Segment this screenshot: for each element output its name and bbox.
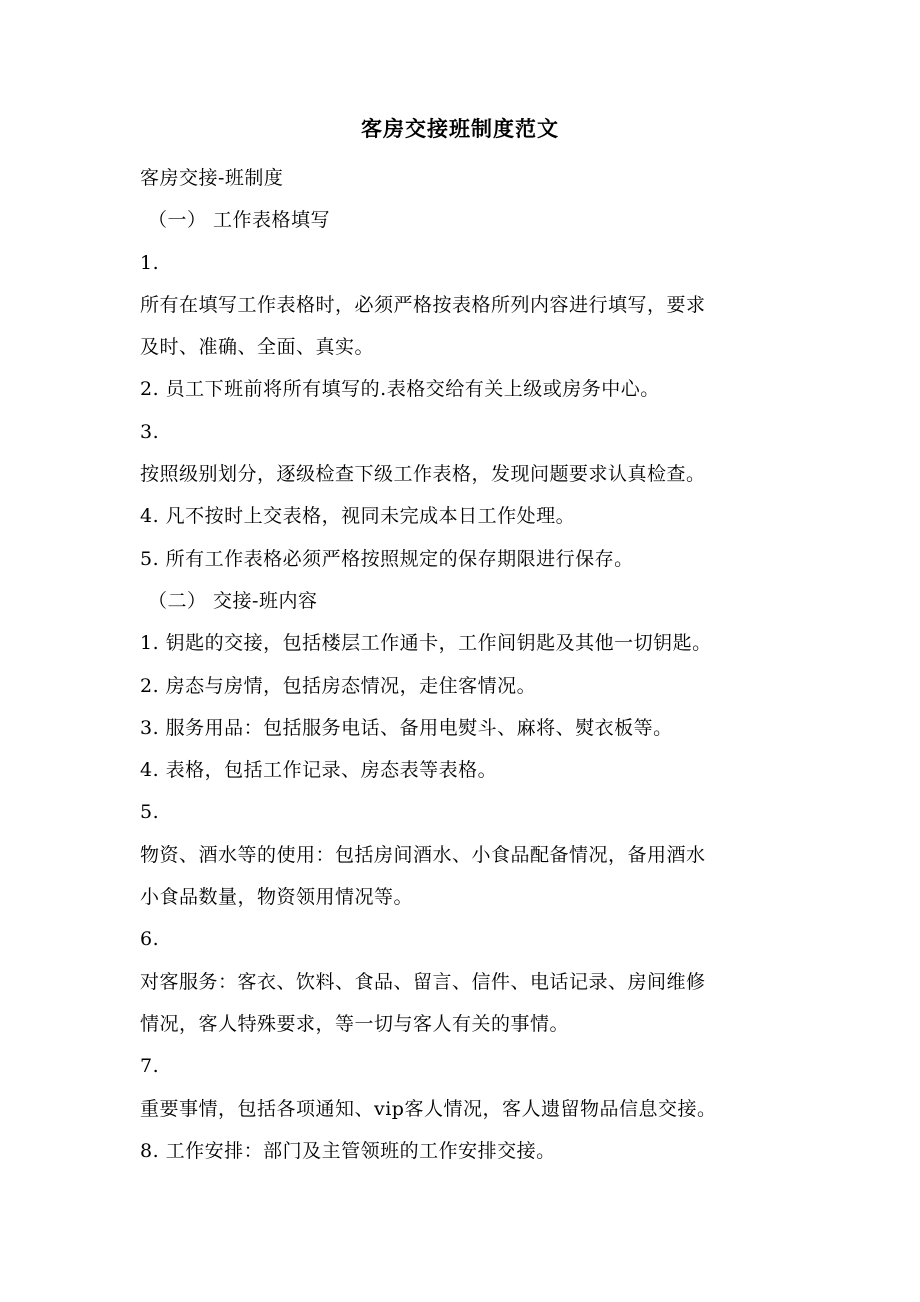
item-number: 3. (140, 420, 160, 443)
item-number: 5. (140, 801, 160, 824)
paragraph-line: 2. 员工下班前将所有填写的.表格交给有关上级或房务中心。 (140, 378, 660, 401)
item-number: 6. (140, 928, 160, 951)
paragraph-line: 4. 表格，包括工作记录、房态表等表格。 (140, 759, 498, 782)
paragraph-line: 小食品数量，物资领用情况等。 (140, 886, 414, 909)
paragraph-line: 4. 凡不按时上交表格，视同未完成本日工作处理。 (140, 505, 576, 528)
paragraph-line: 所有在填写工作表格时，必须严格按表格所列内容进行填写，要求 (140, 293, 706, 316)
section-heading-2: （二） 交接-班内容 (148, 589, 318, 612)
document-title: 客房交接班制度范文 (361, 116, 559, 141)
item-number: 1. (140, 251, 160, 274)
paragraph-line: 情况，客人特殊要求，等一切与客人有关的事情。 (140, 1012, 570, 1035)
paragraph-line: 对客服务：客衣、饮料、食品、留言、信件、电话记录、房间维修 (140, 970, 706, 993)
paragraph-line: 及时、准确、全面、真实。 (140, 336, 375, 359)
paragraph-line: 3. 服务用品：包括服务电话、备用电熨斗、麻将、熨衣板等。 (140, 716, 673, 739)
paragraph-line: 按照级别划分，逐级检查下级工作表格，发现问题要求认真检查。 (140, 463, 706, 486)
item-number: 7. (140, 1055, 160, 1078)
section-heading-1: （一） 工作表格填写 (148, 209, 331, 232)
paragraph-line: 重要事情，包括各项通知、vip客人情况，客人遗留物品信息交接。 (140, 1097, 717, 1120)
paragraph-line: 物资、酒水等的使用：包括房间酒水、小食品配备情况，备用酒水 (140, 843, 706, 866)
paragraph-line: 1. 钥匙的交接，包括楼层工作通卡，工作间钥匙及其他一切钥匙。 (140, 632, 712, 655)
paragraph-line: 5. 所有工作表格必须严格按照规定的保存期限进行保存。 (140, 547, 634, 570)
subtitle-line: 客房交接-班制度 (140, 167, 284, 189)
paragraph-line: 2. 房态与房情，包括房态情况，走住客情况。 (140, 674, 537, 697)
paragraph-line: 8. 工作安排：部门及主管领班的工作安排交接。 (140, 1139, 556, 1162)
document-body (140, 157, 790, 1172)
